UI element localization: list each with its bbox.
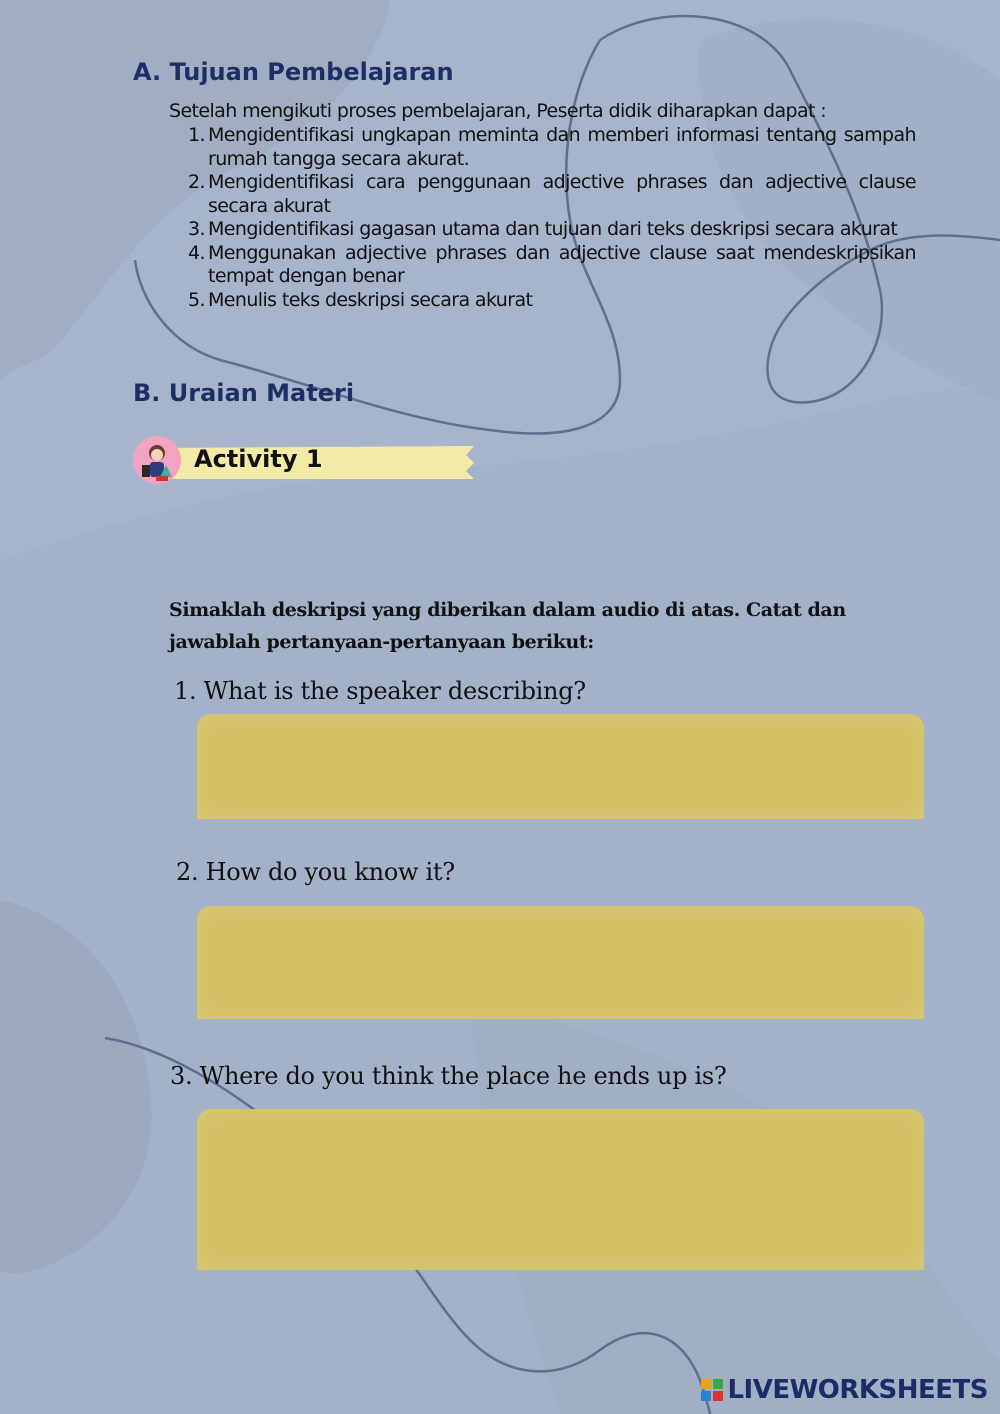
answer-box-3[interactable] <box>197 1109 924 1270</box>
section-a-title: A. Tujuan Pembelajaran <box>133 58 454 86</box>
objective-item <box>188 171 916 218</box>
objective-item <box>188 289 916 313</box>
objective-text: Menulis teks deskripsi secara akurat <box>208 288 533 311</box>
objectives-intro: Setelah mengikuti proses pembelajaran, Peserta didik diharapkan dapat : <box>169 100 827 122</box>
objective-text: Mengidentifikasi cara penggunaan adjective phrases dan adjective clause secara akurat <box>208 171 916 217</box>
objective-text: Mengidentifikasi ungkapan meminta dan memberi informasi tentang sampah rumah tangga secara akurat. <box>208 124 916 170</box>
question-1: 1. What is the speaker describing? <box>174 677 586 705</box>
liveworksheets-grid-icon <box>701 1379 723 1401</box>
objective-text: Menggunakan adjective phrases dan adjective clause saat mendeskripsikan tempat dengan benar <box>208 241 916 287</box>
objective-number: 1. <box>188 124 205 146</box>
brand-name: LIVEWORKSHEETS <box>727 1375 988 1405</box>
objective-number: 2. <box>188 171 205 193</box>
objective-text: Mengidentifikasi gagasan utama dan tujuan dari teks deskripsi secara akurat <box>208 218 898 240</box>
objective-number: 5. <box>188 288 205 311</box>
activity-badge <box>132 435 352 489</box>
instruction-text: Simaklah deskripsi yang diberikan dalam audio di atas. Catat dan jawablah pertanyaan-pertanyaan berikut: <box>169 599 846 653</box>
section-b-title: B. Uraian Materi <box>133 379 355 407</box>
answer-box-2[interactable] <box>197 906 924 1019</box>
objectives-list <box>188 124 916 312</box>
question-2: 2. How do you know it? <box>176 858 455 886</box>
objective-item <box>188 218 916 242</box>
teacher-avatar-icon <box>132 435 182 485</box>
objective-number: 3. <box>188 218 205 240</box>
answer-box-1[interactable] <box>197 714 924 819</box>
objective-number: 4. <box>188 241 205 264</box>
objective-item <box>188 242 916 289</box>
liveworksheets-logo[interactable] <box>701 1373 988 1407</box>
question-3: 3. Where do you think the place he ends up is? <box>170 1062 727 1090</box>
activity-label: Activity 1 <box>194 445 323 473</box>
objective-item <box>188 124 916 171</box>
